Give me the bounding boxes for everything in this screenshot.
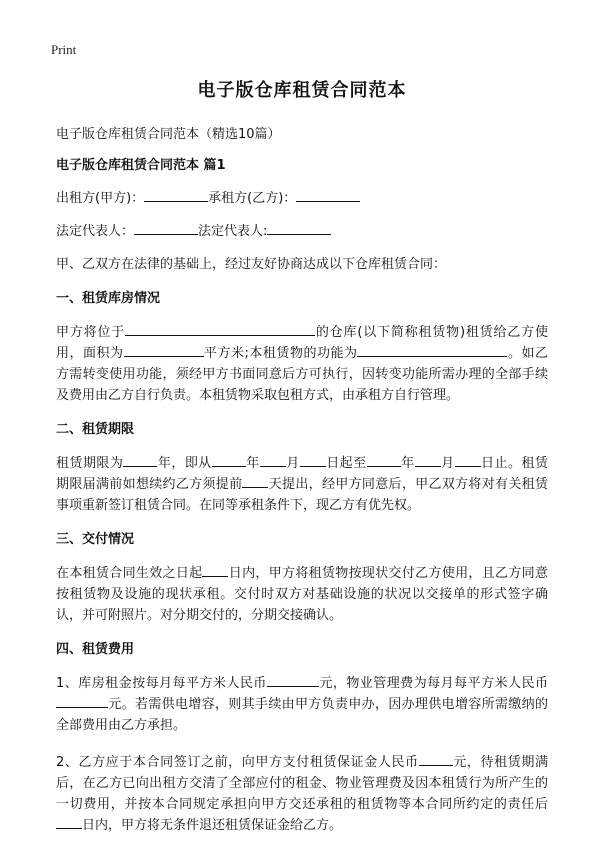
article-heading: 电子版仓库租赁合同范本 篇1: [56, 158, 226, 173]
lessee-label: 承租方(乙方)：: [208, 191, 297, 206]
document-subtitle: 电子版仓库租赁合同范本（精选10篇）: [56, 127, 281, 142]
end-day-blank: [455, 453, 481, 467]
function-blank: [357, 343, 507, 357]
intro-paragraph: 甲、乙双方在法律的基础上，经过友好协商达成以下仓库租赁合同：: [56, 257, 447, 272]
rep2-blank: [267, 221, 331, 235]
notice-days-blank: [242, 474, 268, 488]
document-title: 电子版仓库租赁合同范本: [197, 80, 407, 101]
s2-text-1: 租赁期限为: [56, 456, 124, 471]
document-body: [56, 78, 548, 849]
s4-p1-text-1: 1、库房租金按每月每平方米人民币: [56, 676, 267, 691]
end-month-blank: [415, 453, 441, 467]
start-day-blank: [300, 453, 326, 467]
section-1-heading: 一、租赁库房情况: [56, 291, 161, 306]
s1-text-1: 甲方将位于: [56, 325, 126, 340]
rent-blank: [267, 673, 319, 687]
representative-line: [56, 221, 548, 242]
rep2-label: 法定代表人:: [198, 224, 268, 239]
s2-text-6: 年: [400, 456, 415, 471]
s4-p2-text-2: 元，待租赁期满后，在乙方已向出租方交清了全部应付的租金、物业管理费及因本租赁行为所产生的一切费用，并按本合同规定承担向甲方交还承租的租赁物等本合同所约定的责任后: [56, 755, 548, 812]
delivery-days-blank: [202, 563, 228, 577]
s1-text-3: 平方米;本租赁物的功能为: [203, 346, 358, 361]
section-3-heading: 三、交付情况: [56, 532, 135, 547]
location-blank: [125, 322, 315, 336]
section-1-text: [56, 322, 548, 406]
section-2-text: [56, 453, 548, 516]
s3-text-2: 日内，甲方将租赁物按现状交付乙方使用，且乙方同意按租赁物及设施的现状承租。交付时双方对基础设施的状况以交接单的形式签字确认，并可附照片。对分期交付的，分期交接确认。: [56, 566, 548, 623]
lessor-label: 出租方(甲方)：: [56, 191, 145, 206]
section-4-heading: 四、租赁费用: [56, 642, 135, 657]
s2-text-4: 月: [285, 456, 300, 471]
deposit-blank: [419, 752, 453, 766]
s1-text-4: 。如乙方需转变使用功能，须经甲方书面同意后方可执行，因转变功能所需办理的全部手续及费用由乙方自行负责。本租赁物采取包租方式，由承租方自行管理。: [56, 346, 548, 403]
s4-p2-text-1: 2、乙方应于本合同签订之前，向甲方支付租赁保证金人民币: [56, 755, 419, 770]
start-month-blank: [260, 453, 286, 467]
management-fee-blank: [56, 694, 108, 708]
start-year-blank: [212, 453, 246, 467]
lessor-blank: [144, 188, 208, 202]
s2-text-9: 天提出，经甲方同意后，甲乙双方将对有关租赁事项重新签订租赁合同。在同等承租条件下，现乙方有优先权。: [56, 477, 548, 513]
section-3-text: [56, 563, 548, 626]
s4-p1-text-2: 元，物业管理费为每月每平方米人民币: [318, 676, 548, 691]
s2-text-7: 月: [440, 456, 455, 471]
s4-p1-text-3: 元。若需供电增容，则其手续由甲方负责申办，因办理供电增容所需缴纳的全部费用由乙方承担。: [56, 697, 548, 733]
refund-days-blank: [56, 815, 82, 829]
s3-text-1: 在本租赁合同生效之日起: [56, 566, 203, 581]
s2-text-3: 年: [245, 456, 260, 471]
party-line: [56, 188, 548, 209]
area-blank: [124, 343, 204, 357]
end-year-blank: [367, 453, 401, 467]
section-2-heading: 二、租赁期限: [56, 422, 135, 437]
rep1-label: 法定代表人：: [56, 224, 135, 239]
s2-text-5: 日起至: [325, 456, 367, 471]
lessee-blank: [296, 188, 360, 202]
s2-text-8: 日止。租赁期限届满前如想续约乙方须提前: [56, 456, 548, 492]
s1-text-2: 的仓库(以下简称租赁物)租赁给乙方使用，面积为: [56, 325, 548, 361]
s2-text-2: 年，即从: [157, 456, 212, 471]
rep1-blank: [134, 221, 198, 235]
section-4-clause-2: [56, 752, 548, 836]
section-4-clause-1: [56, 673, 548, 736]
s4-p2-text-3: 日内，甲方将无条件退还租赁保证金给乙方。: [82, 818, 343, 833]
print-link[interactable]: Print: [51, 42, 77, 57]
years-blank: [123, 453, 157, 467]
